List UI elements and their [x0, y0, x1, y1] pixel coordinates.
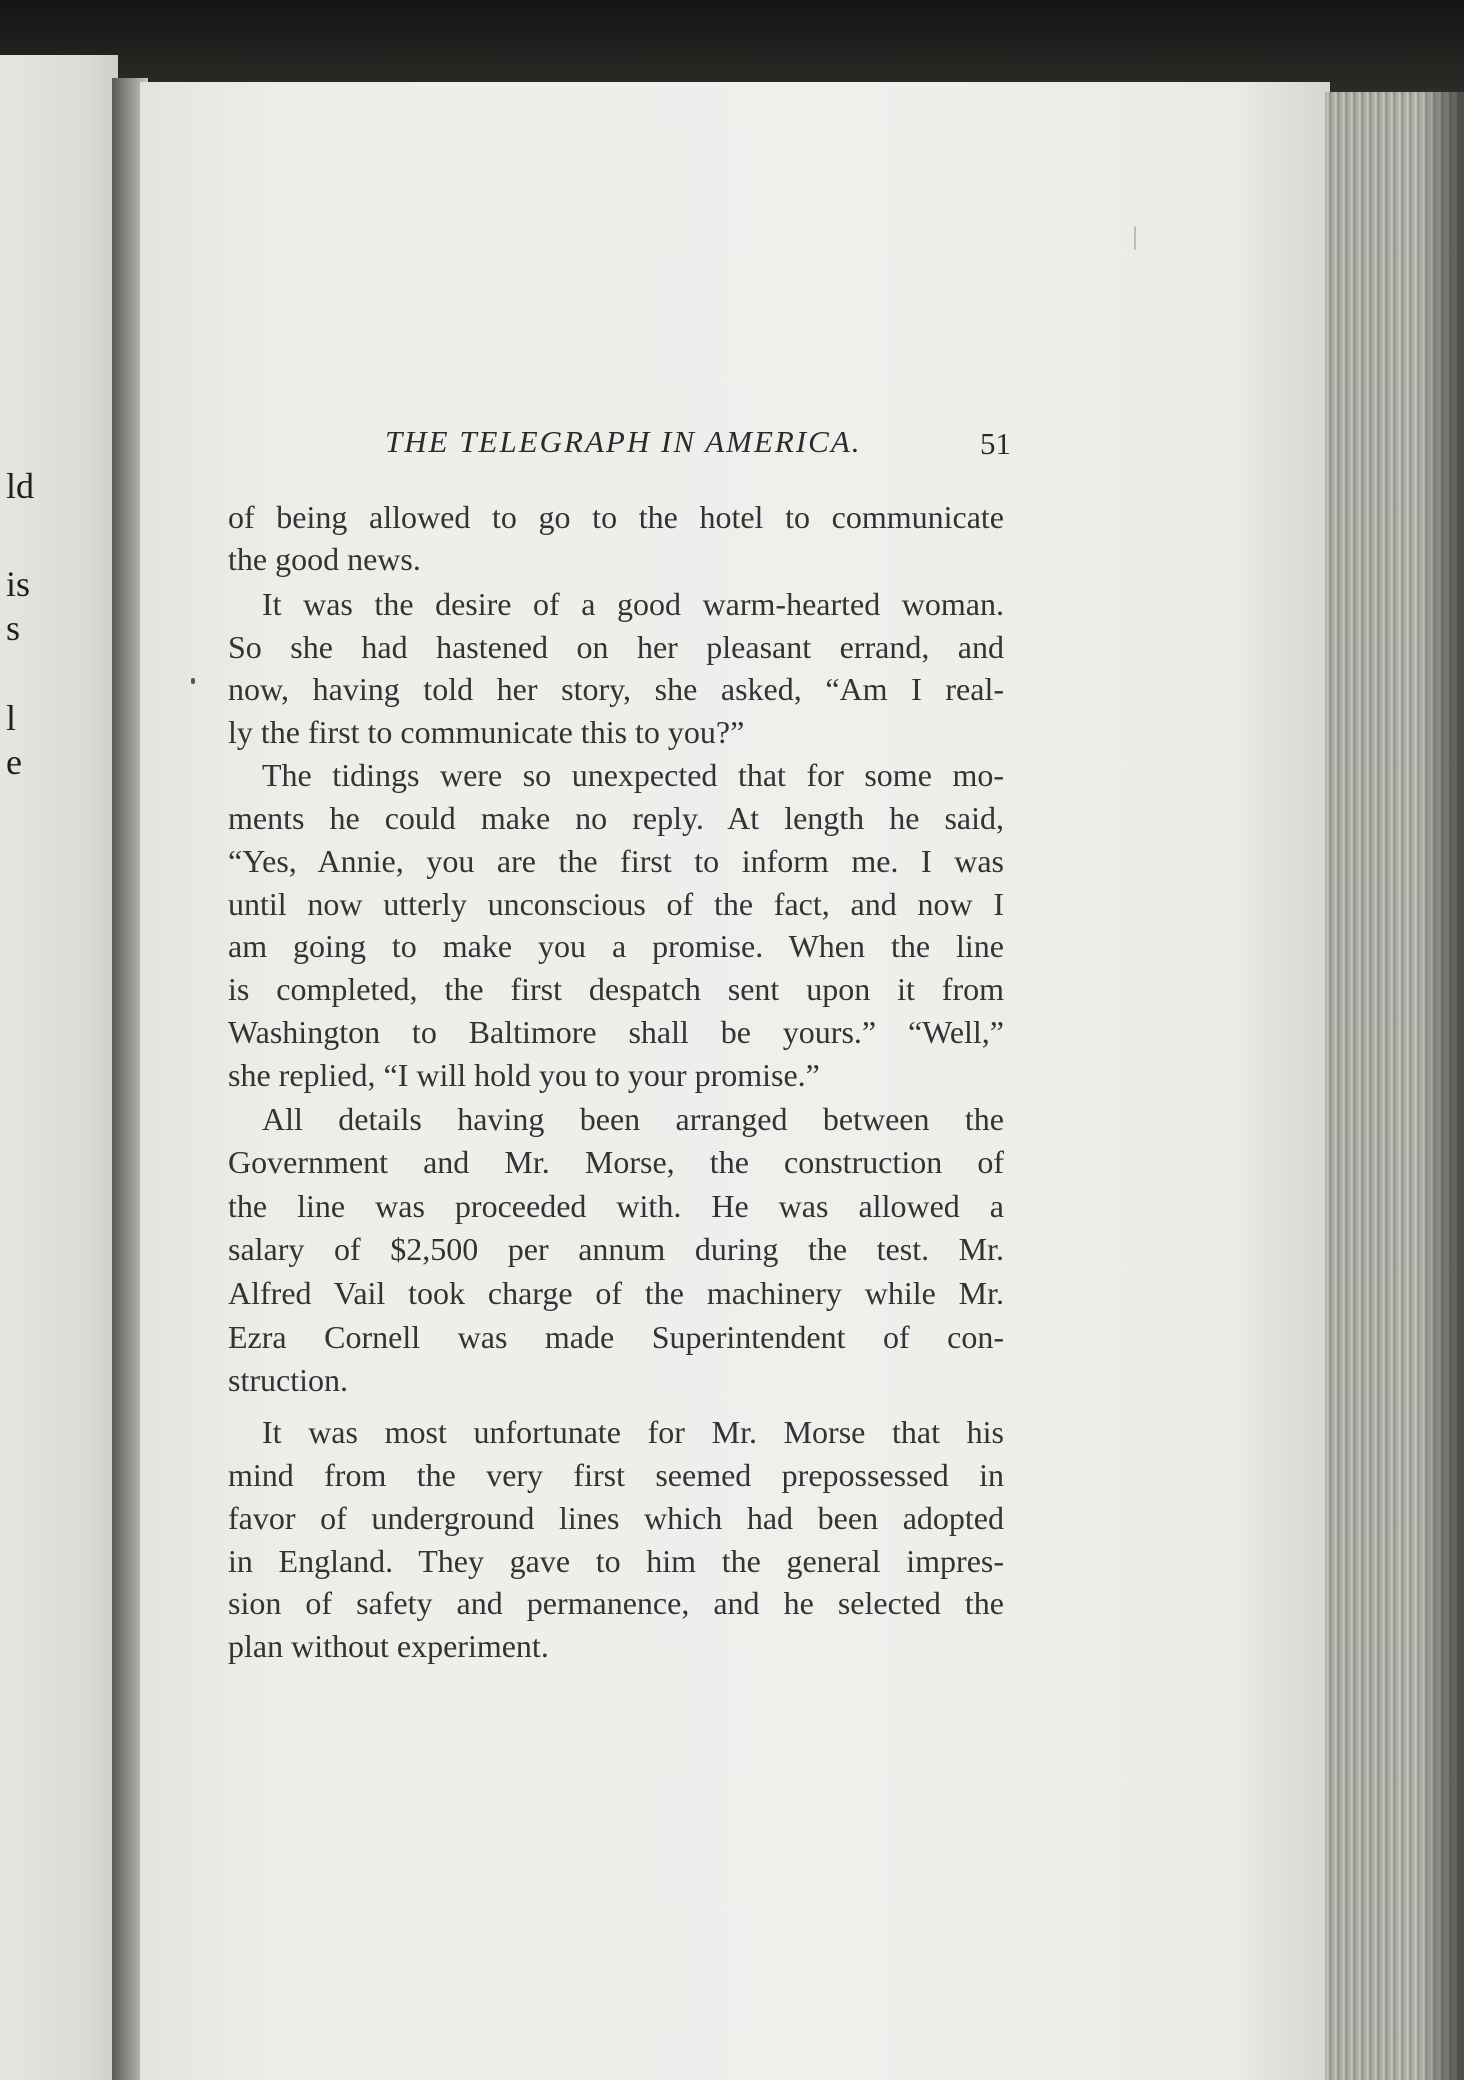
left-page-fragment: ld — [6, 466, 35, 506]
paper-mark — [1134, 226, 1136, 250]
text-line: now, having told her story, she asked, “Am I real- — [228, 671, 1004, 707]
text-line: mind from the very first seemed prepossessed in — [228, 1457, 1004, 1493]
text-line: until now utterly unconscious of the fact, and now I — [228, 886, 1004, 922]
ink-speck — [191, 678, 195, 684]
running-head: THE TELEGRAPH IN AMERICA. — [385, 424, 862, 459]
text-line: struction. — [228, 1362, 348, 1398]
text-line: is completed, the first despatch sent upon it from — [228, 971, 1004, 1007]
left-page-fragment: l — [6, 698, 17, 738]
text-line: ly the first to communicate this to you?” — [228, 714, 745, 750]
left-page-edge — [0, 55, 118, 2080]
text-line: Ezra Cornell was made Superintendent of con- — [228, 1319, 1004, 1355]
text-line: “Yes, Annie, you are the first to inform me. I was — [228, 843, 1004, 879]
text-line: Government and Mr. Morse, the construction of — [228, 1144, 1004, 1180]
text-line: the good news. — [228, 541, 421, 577]
text-line: Washington to Baltimore shall be yours.” “Well,” — [228, 1014, 1004, 1050]
text-line: plan without experiment. — [228, 1628, 549, 1664]
left-page-fragment: is — [6, 564, 31, 604]
text-line: sion of safety and permanence, and he selected the — [228, 1585, 1004, 1621]
left-page-fragment: s — [6, 608, 21, 648]
text-line: The tidings were so unexpected that for some mo- — [262, 757, 1004, 793]
page-number: 51 — [980, 426, 1011, 461]
text-line: she replied, “I will hold you to your promise.” — [228, 1057, 820, 1093]
page-edges-shadow — [1420, 92, 1464, 2080]
text-line: the line was proceeded with. He was allowed a — [228, 1188, 1004, 1224]
text-line: Alfred Vail took charge of the machinery while Mr. — [228, 1275, 1004, 1311]
text-line: It was most unfortunate for Mr. Morse that his — [262, 1414, 1004, 1450]
text-line: am going to make you a promise. When the line — [228, 928, 1004, 964]
text-line: It was the desire of a good warm-hearted woman. — [262, 586, 1004, 622]
text-line: of being allowed to go to the hotel to communicate — [228, 499, 1004, 535]
text-line: favor of underground lines which had been adopted — [228, 1500, 1004, 1536]
text-line: All details having been arranged between the — [262, 1101, 1004, 1137]
text-line: So she had hastened on her pleasant errand, and — [228, 629, 1004, 665]
text-line: ments he could make no reply. At length he said, — [228, 800, 1004, 836]
text-line: in England. They gave to him the general impres- — [228, 1543, 1004, 1579]
left-page-fragment: e — [6, 742, 22, 782]
text-line: salary of $2,500 per annum during the test. Mr. — [228, 1231, 1004, 1267]
